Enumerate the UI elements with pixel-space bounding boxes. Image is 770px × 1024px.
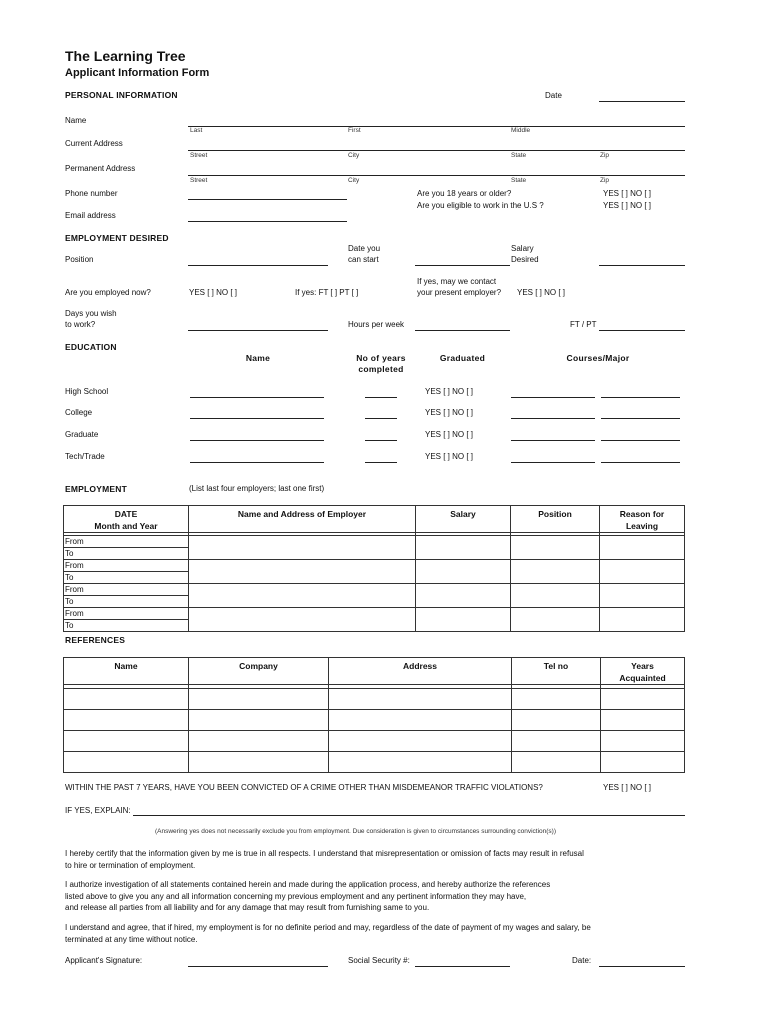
salary-cell[interactable] [416,560,511,584]
ftpt-label: FT / PT [570,320,597,329]
street-sublabel: Street [190,177,208,184]
employment-note: (List last four employers; last one first) [189,484,325,493]
employed-now-label: Are you employed now? [65,288,151,297]
name-field[interactable] [188,126,685,127]
reason-cell[interactable] [600,584,685,608]
ref-tel-cell[interactable] [512,689,601,710]
phone-field[interactable] [188,199,347,200]
authorize-statement [65,879,550,914]
edu-school-name-field[interactable] [190,418,324,419]
ft-pt-choice[interactable]: If yes: FT [ ] PT [ ] [295,288,359,297]
employment-heading: EMPLOYMENT [65,484,127,494]
employer-cell[interactable] [189,608,416,632]
edu-years-field[interactable] [365,462,397,463]
ref-address-cell[interactable] [329,689,512,710]
reason-cell[interactable] [600,560,685,584]
first-sublabel: First [348,127,361,134]
education-heading: EDUCATION [65,342,117,352]
employment-row [64,536,685,560]
edu-courses-field[interactable] [511,440,595,441]
contact-label-2: your present employer? [417,288,502,297]
days-field[interactable] [188,330,328,331]
ref-address-cell[interactable] [329,752,512,773]
ref-address-cell[interactable] [329,710,512,731]
emp-col-reason-1: Reason for [619,509,665,519]
signature-label: Applicant's Signature: [65,956,143,965]
edu-courses-field[interactable] [511,462,595,463]
edu-col-courses: Courses/Major [566,353,630,363]
hours-label: Hours per week [348,320,405,329]
current-address-field[interactable] [188,150,685,151]
eligible-yes-no[interactable]: YES [ ] NO [ ] [603,201,652,210]
edu-school-name-field[interactable] [190,397,324,398]
ref-tel-cell[interactable] [512,710,601,731]
references-table [63,657,685,773]
form-subtitle: Applicant Information Form [65,67,210,79]
ref-col-company: Company [239,661,278,671]
ref-name-cell[interactable] [64,752,189,773]
emp-col-date-2: Month and Year [94,521,158,531]
edu-school-name-field[interactable] [190,462,324,463]
authorize-line-1: I authorize investigation of all statements contained herein and made during the application process, and hereby authorize the references [65,880,551,889]
contact-label-1: If yes, may we contact [417,277,497,286]
edu-years-field[interactable] [365,397,397,398]
days-label-2: to work? [65,320,96,329]
from-label[interactable]: From [64,608,188,620]
ref-col-name: Name [114,661,138,671]
position-cell[interactable] [511,560,600,584]
emp-col-employer: Name and Address of Employer [237,509,367,519]
edu-graduated-yes-no[interactable]: YES [ ] NO [ ] [425,408,474,417]
ftpt-field[interactable] [599,330,685,331]
ref-name-cell[interactable] [64,689,189,710]
edu-major-field[interactable] [601,397,680,398]
city-sublabel: City [348,177,360,184]
street-sublabel: Street [190,152,208,159]
emp-col-salary: Salary [450,509,476,519]
days-label-1: Days you wish [65,309,117,318]
from-label[interactable]: From [64,536,188,548]
date-label: Date [545,91,562,100]
contact-yes-no[interactable]: YES [ ] NO [ ] [517,288,566,297]
position-cell[interactable] [511,584,600,608]
references-heading: REFERENCES [65,635,126,645]
reference-row [64,752,685,773]
ssn-label: Social Security #: [348,956,410,965]
agree-statement [65,922,591,945]
authorize-line-3: and release all parties from all liability and for any damage that may result from furnishing same to you. [65,903,430,912]
edu-major-field[interactable] [601,440,680,441]
ref-years-cell[interactable] [601,710,685,731]
conviction-note: (Answering yes does not necessarily exclude you from employment. Due consideration is given to circumstances surrounding conviction(s)) [155,828,557,835]
from-label[interactable]: From [64,584,188,596]
salary-label-1: Salary [511,244,534,253]
salary-field[interactable] [599,265,685,266]
authorize-line-2: listed above to give you any and all information concerning my previous employment and any pertinent information they may have, [65,891,527,901]
edu-row-label: Tech/Trade [65,452,105,461]
edu-graduated-yes-no[interactable]: YES [ ] NO [ ] [425,452,474,461]
city-sublabel: City [348,152,360,159]
state-sublabel: State [511,177,527,184]
explain-label: IF YES, EXPLAIN: [65,806,131,815]
signature-date-label: Date: [572,956,592,965]
edu-years-field[interactable] [365,418,397,419]
edu-courses-field[interactable] [511,418,595,419]
edu-major-field[interactable] [601,418,680,419]
agree-line-2: terminated at any time without notice. [65,934,198,944]
from-label[interactable]: From [64,560,188,572]
edu-col-years-2: completed [358,364,404,374]
salary-cell[interactable] [416,584,511,608]
permanent-address-label: Permanent Address [65,164,136,173]
edu-major-field[interactable] [601,462,680,463]
reason-cell[interactable] [600,536,685,560]
email-label: Email address [65,211,116,220]
edu-graduated-yes-no[interactable]: YES [ ] NO [ ] [425,430,474,439]
state-sublabel: State [511,152,527,159]
employment-row [64,560,685,584]
age-question: Are you 18 years or older? [417,189,512,198]
personal-info-heading: PERSONAL INFORMATION [65,90,178,100]
edu-school-name-field[interactable] [190,440,324,441]
ref-tel-cell[interactable] [512,752,601,773]
employer-cell[interactable] [189,560,416,584]
last-sublabel: Last [190,127,203,134]
edu-row-label: High School [65,387,109,396]
edu-col-years-1: No of years [356,353,406,363]
middle-sublabel: Middle [511,127,531,134]
ref-name-cell[interactable] [64,731,189,752]
explain-field[interactable] [133,815,685,816]
ref-col-years-1: Years [631,661,654,671]
ref-company-cell[interactable] [189,689,329,710]
ref-company-cell[interactable] [189,752,329,773]
position-field[interactable] [188,265,328,266]
ref-col-address: Address [402,661,437,671]
zip-sublabel: Zip [600,177,610,184]
ref-years-cell[interactable] [601,731,685,752]
hours-field[interactable] [415,330,510,331]
reference-row [64,731,685,752]
signature-date-field[interactable] [599,966,685,967]
ref-address-cell[interactable] [329,731,512,752]
date-field[interactable] [599,101,685,102]
edu-col-graduated: Graduated [439,353,486,363]
email-field[interactable] [188,221,347,222]
form-title: The Learning Tree [65,48,186,64]
ref-col-years-2: Acquainted [619,673,666,683]
emp-col-date-1: DATE [114,509,138,519]
edu-row-label: College [65,408,93,417]
signature-field[interactable] [188,966,328,967]
ssn-field[interactable] [415,966,510,967]
salary-label-2: Desired [511,255,539,264]
employment-row [64,584,685,608]
reference-row [64,710,685,731]
ref-company-cell[interactable] [189,731,329,752]
ref-tel-cell[interactable] [512,731,601,752]
to-label[interactable]: To [65,573,74,582]
conviction-yes-no[interactable]: YES [ ] NO [ ] [603,783,652,792]
zip-sublabel: Zip [600,152,610,159]
edu-courses-field[interactable] [511,397,595,398]
age-yes-no[interactable]: YES [ ] NO [ ] [603,189,652,198]
ref-years-cell[interactable] [601,752,685,773]
employer-cell[interactable] [189,584,416,608]
emp-col-reason-2: Leaving [625,521,659,531]
eligible-question: Are you eligible to work in the U.S ? [417,201,544,210]
to-label[interactable]: To [65,549,74,558]
ref-col-tel: Tel no [543,661,569,671]
edu-graduated-yes-no[interactable]: YES [ ] NO [ ] [425,387,474,396]
reason-cell[interactable] [600,608,685,632]
edu-row-label: Graduate [65,430,99,439]
employed-yes-no[interactable]: YES [ ] NO [ ] [189,288,238,297]
agree-line-1: I understand and agree, that if hired, my employment is for no definite period and may, regardless of the date of payment of my wages and salary, be [65,923,591,932]
salary-cell[interactable] [416,536,511,560]
position-label: Position [65,255,94,264]
employment-table [63,505,685,632]
certify-line-2: to hire or termination of employment. [65,860,196,870]
salary-cell[interactable] [416,608,511,632]
permanent-address-field[interactable] [188,175,685,176]
ref-years-cell[interactable] [601,689,685,710]
current-address-label: Current Address [65,139,123,148]
edu-col-name: Name [245,353,271,363]
phone-label: Phone number [65,189,118,198]
name-label: Name [65,116,87,125]
certify-line-1: I hereby certify that the information given by me is true in all respects. I understand that misrepresentation or omission of facts may result in refusal [65,849,584,858]
certify-statement [65,848,584,871]
edu-years-field[interactable] [365,440,397,441]
date-start-label-1: Date you [348,244,381,253]
to-label[interactable]: To [65,621,74,630]
position-cell[interactable] [511,536,600,560]
emp-col-position: Position [538,509,572,519]
ref-name-cell[interactable] [64,710,189,731]
conviction-question: WITHIN THE PAST 7 YEARS, HAVE YOU BEEN CONVICTED OF A CRIME OTHER THAN MISDEMEANOR TRAFFIC VIOLATIONS? [65,783,543,792]
ref-company-cell[interactable] [189,710,329,731]
date-start-label-2: can start [348,255,379,264]
to-label[interactable]: To [65,597,74,606]
reference-row [64,689,685,710]
start-date-field[interactable] [415,265,510,266]
employer-cell[interactable] [189,536,416,560]
employment-desired-heading: EMPLOYMENT DESIRED [65,233,169,243]
employment-row [64,608,685,632]
position-cell[interactable] [511,608,600,632]
